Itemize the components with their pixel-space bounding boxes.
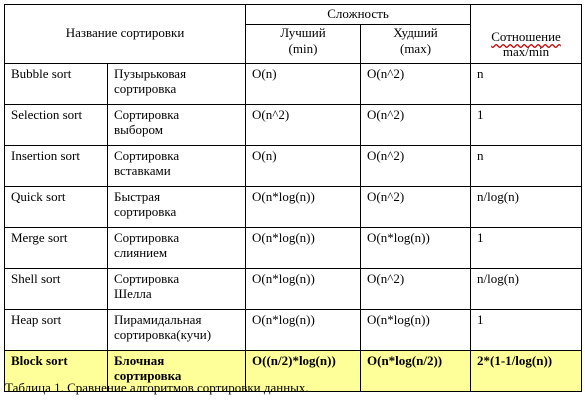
cell-name-ru <box>108 146 246 187</box>
header-ratio <box>471 5 582 64</box>
cell-name-ru-line2: сортировка(кучи) <box>114 327 212 342</box>
cell-best: O(n*log(n)) <box>246 228 361 269</box>
cell-name-en: Merge sort <box>5 228 108 269</box>
cell-name-ru-line1: Сортировка <box>114 271 180 286</box>
cell-worst: O(n^2) <box>361 64 471 105</box>
table-row <box>5 146 582 187</box>
cell-best: O(n) <box>246 64 361 105</box>
cell-best: O(n*log(n)) <box>246 187 361 228</box>
cell-name-ru-line2: сортировка <box>114 81 177 96</box>
cell-name-ru <box>108 105 246 146</box>
cell-ratio: 1 <box>471 105 582 146</box>
cell-ratio: n/log(n) <box>471 269 582 310</box>
cell-name-ru-line2: сортировка <box>114 368 182 383</box>
cell-name-ru-line1: Быстрая <box>114 189 161 204</box>
cell-name-en: Quick sort <box>5 187 108 228</box>
cell-name-ru <box>108 64 246 105</box>
header-ratio-top: Сотношение <box>491 29 561 44</box>
cell-ratio: 2*(1-1/log(n)) <box>471 351 582 392</box>
cell-name-ru-line2: сортировка <box>114 204 177 219</box>
cell-worst: O(n*log(n)) <box>361 310 471 351</box>
cell-name-ru-line2: выбором <box>114 122 163 137</box>
cell-best: O(n*log(n)) <box>246 310 361 351</box>
cell-name-ru-line2: вставками <box>114 163 171 178</box>
cell-worst: O(n*log(n)) <box>361 228 471 269</box>
cell-worst: O(n^2) <box>361 269 471 310</box>
cell-name-en: Insertion sort <box>5 146 108 187</box>
cell-name-ru <box>108 228 246 269</box>
cell-name-ru-line2: Шелла <box>114 286 152 301</box>
cell-name-ru-line1: Пузырьковая <box>114 66 187 81</box>
cell-worst: O(n^2) <box>361 146 471 187</box>
cell-best: O(n*log(n)) <box>246 269 361 310</box>
table-row <box>5 187 582 228</box>
cell-name-ru <box>108 269 246 310</box>
cell-name-en: Bubble sort <box>5 64 108 105</box>
cell-name-ru-line1: Блочная <box>114 353 165 368</box>
table-row <box>5 105 582 146</box>
header-ratio-bottom: max/min <box>502 44 550 59</box>
header-sort-name: Название сортировки <box>5 5 246 64</box>
cell-name-en: Selection sort <box>5 105 108 146</box>
cell-name-ru-line1: Сортировка <box>114 148 180 163</box>
cell-ratio: n <box>471 146 582 187</box>
table-caption: Таблица 1. Сравнение алгоритмов сортировки данных. <box>5 380 309 395</box>
cell-best: O(n) <box>246 146 361 187</box>
cell-name-en: Heap sort <box>5 310 108 351</box>
cell-ratio: 1 <box>471 310 582 351</box>
table-row <box>5 228 582 269</box>
cell-name-ru <box>108 187 246 228</box>
cell-name-ru-line1: Пирамидальная <box>114 312 202 327</box>
cell-ratio: n/log(n) <box>471 187 582 228</box>
cell-worst: O(n*log(n/2)) <box>361 351 471 392</box>
cell-worst: O(n^2) <box>361 187 471 228</box>
table-row <box>5 269 582 310</box>
table-row <box>5 310 582 351</box>
header-best <box>246 25 361 64</box>
header-worst <box>361 25 471 64</box>
cell-worst: O(n^2) <box>361 105 471 146</box>
table-row <box>5 64 582 105</box>
header-worst-label: Худший <box>393 25 438 41</box>
header-best-unit: (min) <box>288 41 318 57</box>
sorting-comparison-table <box>4 4 582 392</box>
comparison-table-container <box>4 4 581 392</box>
cell-ratio: 1 <box>471 228 582 269</box>
header-complexity: Сложность <box>246 5 471 25</box>
cell-name-ru-line2: слиянием <box>114 245 168 260</box>
header-worst-unit: (max) <box>399 41 432 57</box>
cell-name-en: Block sort <box>5 351 108 392</box>
cell-ratio: n <box>471 64 582 105</box>
header-row-1 <box>5 5 582 25</box>
header-best-label: Лучший <box>280 25 326 41</box>
cell-best: O(n^2) <box>246 105 361 146</box>
cell-name-ru-line1: Сортировка <box>114 230 180 245</box>
cell-name-en: Shell sort <box>5 269 108 310</box>
cell-best: O((n/2)*log(n)) <box>246 351 361 392</box>
cell-name-ru <box>108 310 246 351</box>
cell-name-ru-line1: Сортировка <box>114 107 180 122</box>
